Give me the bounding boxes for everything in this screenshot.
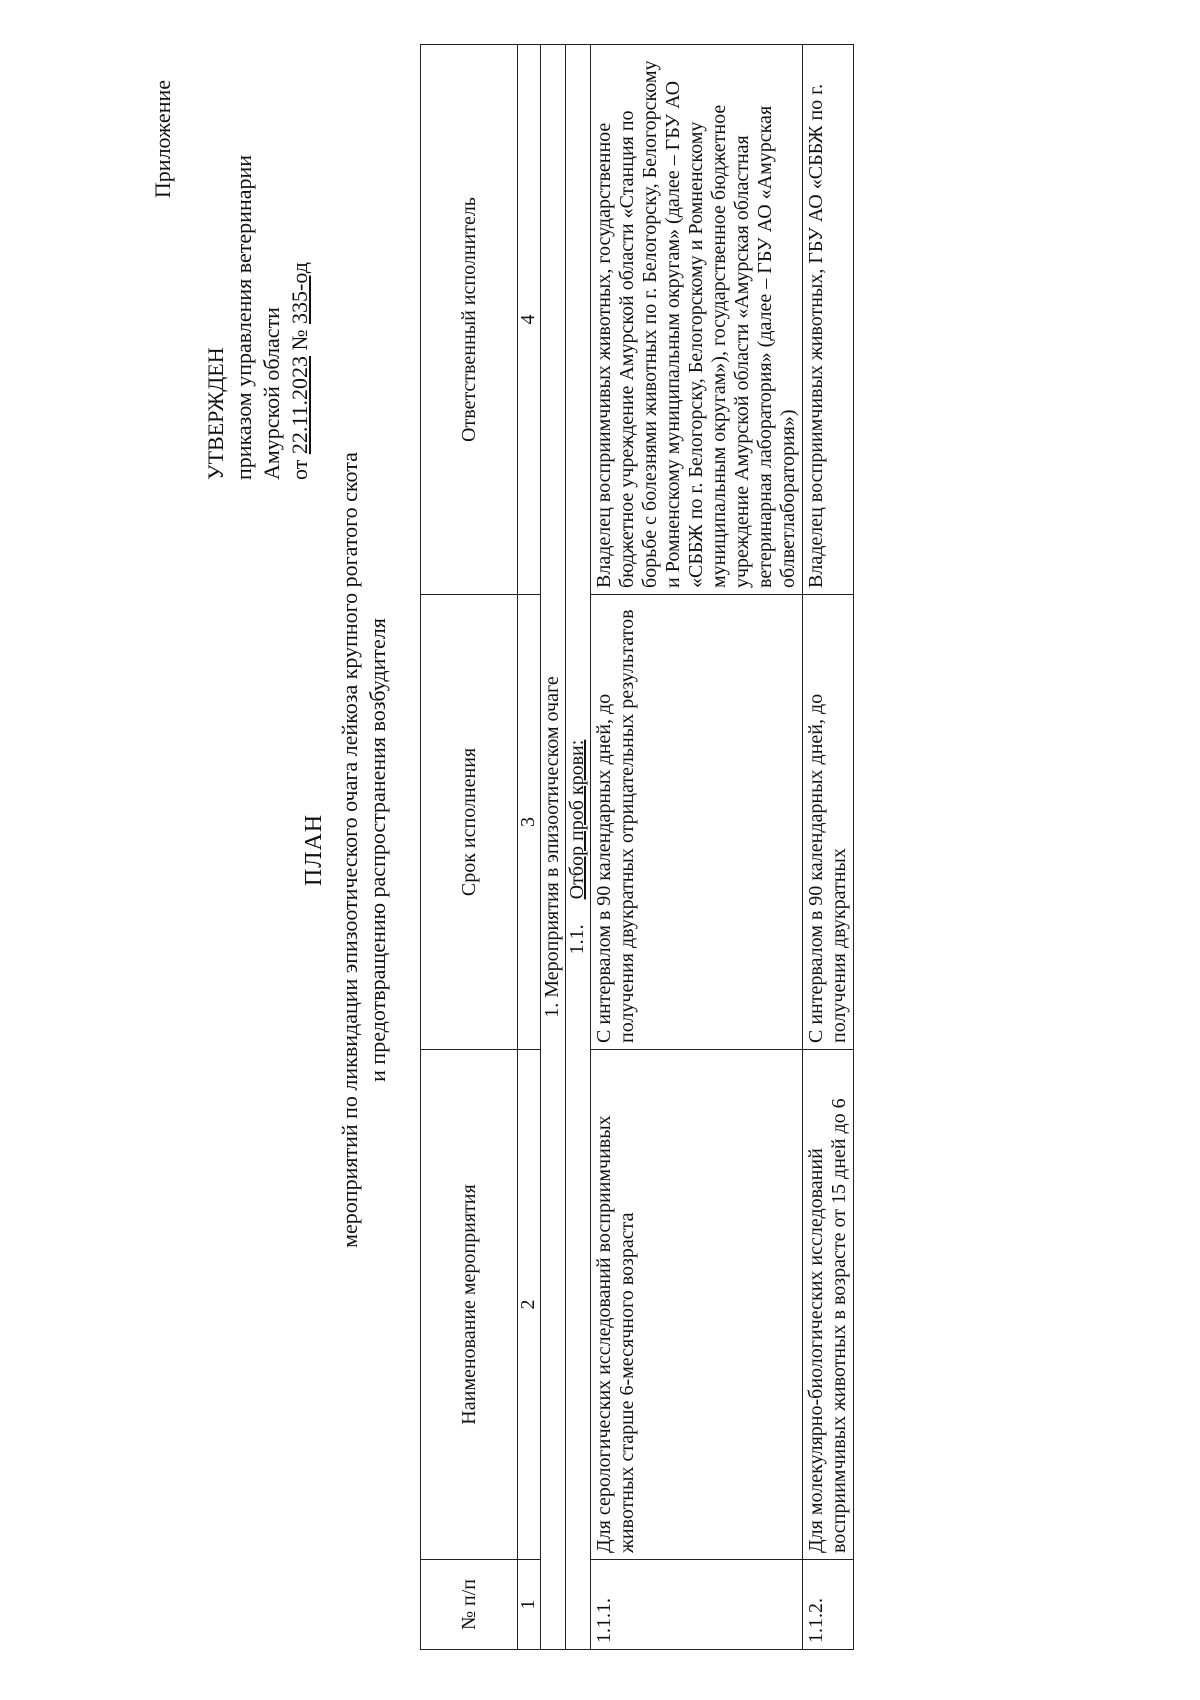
order-number: 335-од: [287, 262, 312, 324]
row-term: С интервалом в 90 календарных дней, до получения двукратных отрицательных результатов: [591, 595, 803, 1050]
table-row: [591, 45, 803, 1650]
header-term: Срок исполнения: [421, 595, 518, 1050]
subsection-cell: [566, 45, 591, 1650]
number-sign: №: [287, 329, 312, 351]
column-number: 1: [518, 1560, 541, 1650]
row-num: 1.1.2.: [803, 1560, 854, 1650]
approval-lines: [202, 155, 314, 480]
plan-table: [420, 44, 854, 1650]
section-title: 1. Мероприятия в эпизоотическом очаге: [541, 45, 566, 1650]
header-name: Наименование мероприятия: [421, 1050, 518, 1560]
order-date: 22.11.2023: [287, 355, 312, 455]
approval-line-2: Амурской области: [259, 307, 284, 480]
table-row: [803, 45, 854, 1650]
column-number: 4: [518, 45, 541, 595]
row-name: Для серологических исследований восприимчивых животных старше 6-месячного возраста: [591, 1050, 803, 1560]
column-number: 3: [518, 595, 541, 1050]
header-executor: Ответственный исполнитель: [421, 45, 518, 595]
date-prefix: от: [287, 459, 312, 480]
plan-heading: ПЛАН: [301, 813, 327, 887]
row-term: С интервалом в 90 календарных дней, до получения двукратных: [803, 595, 854, 1050]
row-num: 1.1.1.: [591, 1560, 803, 1650]
subsection-number: 1.1.: [566, 924, 588, 955]
subsection-row: [566, 45, 591, 1650]
row-executor: Владелец восприимчивых животных, ГБУ АО «СББЖ по г.: [803, 45, 854, 595]
title-line-1: мероприятий по ликвидации эпизоотического очага лейкоза крупного рогатого скота: [337, 452, 362, 1248]
column-numbers-row: [518, 45, 541, 1650]
header-row: [421, 45, 518, 1650]
column-number: 2: [518, 1050, 541, 1560]
row-executor: Владелец восприимчивых животных, государственное бюджетное учреждение Амурской области «Станция по борьбе с болезнями животных по г. Белогорску, Белогорскому и Ромненскому муниципальным округам» (далее – ГБУ АО «СББЖ по г. Белогорску, Белогорскому и Ромненскому муниципальным округам»), государственное бюджетное учреждение Амурской области «Амурская областная ветеринарная лаборатория» (далее – ГБУ АО «Амурская облветлаборатория»): [591, 45, 803, 595]
row-name: Для молекулярно-биологических исследований восприимчивых животных в возрасте от 15 дней до 6: [803, 1050, 854, 1560]
approved-label: УТВЕРЖДЕН: [203, 347, 228, 480]
document-title: [300, 50, 392, 1650]
subsection-title: Отбор проб крови:: [566, 739, 588, 900]
approval-line-1: приказом управления ветеринарии: [231, 154, 256, 480]
appendix-label: Приложение: [150, 80, 175, 199]
title-line-2: и предотвращению распространения возбудителя: [365, 618, 390, 1082]
section-row: [541, 45, 566, 1650]
header-num: № п/п: [421, 1560, 518, 1650]
